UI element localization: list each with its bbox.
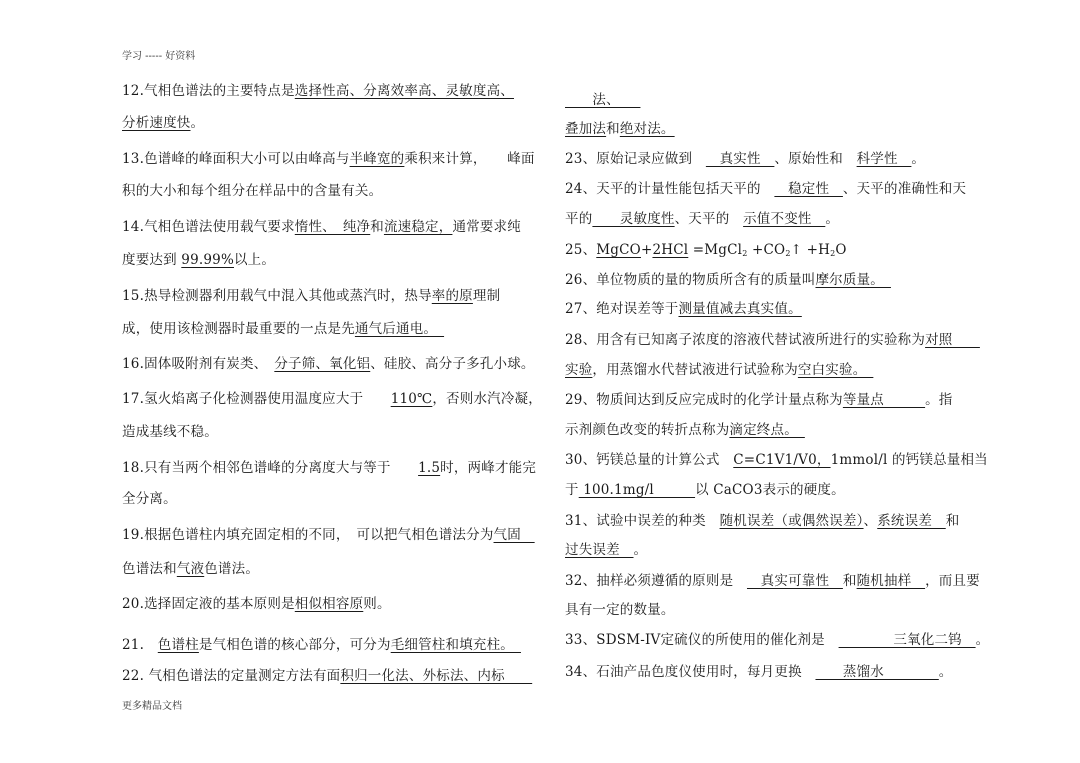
text-run: +CO — [747, 242, 786, 258]
text-line — [122, 82, 514, 100]
answer-blank: 示值不变性 — [743, 211, 826, 227]
answer-blank: MgCO — [596, 242, 641, 258]
answer-blank: 积归一化法、外标法、内标 — [340, 668, 533, 684]
text-run: 乘积来计算， 峰面 — [404, 151, 535, 167]
text-run: 根据色谱柱内填充固定相的不同， 可以把气相色谱法分为 — [144, 527, 494, 543]
text-run: 氢火焰离子化检测器使用温度应大于 — [144, 391, 391, 407]
text-run: 、硅胶、高分子多孔小球。 — [370, 356, 535, 372]
text-line — [565, 271, 891, 289]
text-line — [565, 631, 989, 649]
text-run: 22. — [122, 668, 149, 684]
text-run: 和 — [842, 573, 857, 589]
text-run: 只有当两个相邻色谱峰的分离度大与等于 — [144, 460, 419, 476]
text-line — [565, 241, 847, 263]
answer-blank: 率的原 — [431, 288, 473, 304]
text-run: 17. — [122, 391, 145, 407]
text-run: 16. — [122, 356, 145, 372]
answer-blank: 真实性 — [705, 151, 775, 167]
text-run: 和 — [370, 219, 384, 235]
answer-blank: 灵敏度性 — [592, 211, 675, 227]
answer-blank: 通气后通电。 — [354, 321, 445, 337]
text-line — [122, 459, 536, 477]
answer-blank: 系统误差 — [877, 513, 946, 529]
text-line — [565, 91, 640, 109]
answer-blank: 随机误差（或偶然误差） — [719, 513, 864, 529]
answer-blank: 实验 — [565, 362, 593, 378]
text-line — [565, 512, 959, 530]
answer-blank: 分子筛、氧化铝 — [274, 356, 371, 372]
text-line — [122, 218, 521, 236]
text-line — [565, 331, 980, 349]
text-run: 21. — [122, 637, 158, 653]
answer-blank: 气固 — [493, 527, 535, 543]
text-line — [122, 423, 218, 441]
text-run: 24、天平的计量性能包括天平的 — [565, 181, 775, 197]
answer-blank: 相似相容原 — [294, 596, 364, 612]
text-run: 31、试验中误差的种类 — [565, 513, 720, 529]
text-run: 选择固定液的基本原则是 — [144, 596, 295, 612]
text-run: 则。 — [363, 596, 391, 612]
answer-blank: 蒸馏水 — [815, 664, 939, 680]
text-line — [122, 150, 535, 168]
answer-blank: 110℃ — [390, 391, 433, 407]
text-line — [565, 451, 988, 469]
text-run: 积的大小和每个组分在样品中的含量有关。 — [122, 183, 383, 199]
text-line — [122, 526, 535, 544]
text-run: 27、绝对误差等于 — [565, 301, 679, 317]
answer-blank: 三氧化二钨 — [838, 632, 976, 648]
text-run: 示剂颜色改变的转折点称为 — [565, 422, 730, 438]
text-run: 理制 — [472, 288, 501, 304]
subscript: 2 — [830, 249, 836, 258]
text-run: O — [835, 242, 847, 258]
text-run: 以 CaCO3表示的硬度。 — [695, 482, 845, 498]
text-run: 色谱法。 — [204, 561, 260, 577]
text-run: 、天平的准确性和天 — [842, 181, 967, 197]
text-run: 时，两峰才能完 — [440, 460, 537, 476]
answer-blank: 科学性 — [856, 151, 912, 167]
answer-blank: 叠加法 — [565, 121, 607, 137]
text-run: 全分离。 — [122, 491, 177, 507]
text-run: 25、 — [565, 242, 597, 258]
text-run: 、天平的 — [674, 211, 744, 227]
text-run: 30、钙镁总量的计算公式 — [565, 452, 734, 468]
text-run: 气相色谱法的定量测定方法有面 — [148, 668, 341, 684]
text-run: 29、物质间达到反应完成时的化学计量点称为 — [565, 392, 843, 408]
text-run: 气相色谱法的主要特点是 — [144, 83, 295, 99]
text-line — [565, 120, 675, 138]
answer-blank: 空白实验。 — [797, 362, 874, 378]
text-run: 具有一定的数量。 — [565, 602, 675, 618]
text-line — [565, 572, 980, 590]
answer-blank: 稳定性 — [774, 181, 843, 197]
answer-blank: 2HCl — [652, 242, 689, 258]
text-run: 度要达到 — [122, 252, 182, 268]
text-line — [122, 390, 542, 408]
text-run: 。 — [911, 151, 926, 167]
text-line — [565, 601, 675, 619]
text-run: 20. — [122, 596, 145, 612]
text-run: 。 — [633, 542, 648, 558]
answer-blank: 99.99% — [181, 252, 234, 268]
text-run: 1mmol/l 的钙镁总量相当 — [830, 452, 988, 468]
text-line — [565, 391, 953, 409]
text-run: 平的 — [565, 211, 593, 227]
answer-blank: 流速稳定， — [383, 219, 453, 235]
text-run: 19. — [122, 527, 145, 543]
text-run: 28、用含有已知离子浓度的溶液代替试液所进行的实验称为 — [565, 332, 926, 348]
text-run: ，否则水汽冷凝， — [432, 391, 542, 407]
text-line — [122, 114, 204, 132]
text-run: 13. — [122, 151, 145, 167]
text-run: 。 — [938, 664, 953, 680]
text-line — [122, 595, 391, 613]
text-run: 12. — [122, 83, 145, 99]
subscript: 2 — [785, 249, 791, 258]
text-line — [565, 361, 873, 379]
text-run: =MgCl — [688, 242, 743, 258]
text-run: 15. — [122, 288, 145, 304]
answer-blank: 过失误差 — [565, 542, 634, 558]
text-line — [565, 180, 966, 198]
text-line — [565, 481, 845, 499]
text-run: 18. — [122, 460, 145, 476]
text-run: 以上。 — [233, 252, 276, 268]
answer-blank: 随机抽样 — [856, 573, 926, 589]
page-header: 学习 ----- 好资料 — [122, 51, 196, 62]
answer-blank: 1.5 — [418, 460, 441, 476]
answer-blank: 等量点 — [842, 392, 926, 408]
text-line — [565, 663, 953, 681]
text-line — [565, 541, 647, 559]
answer-blank: 色谱柱 — [157, 637, 199, 653]
text-run: 34、石油产品色度仪使用时，每月更换 — [565, 664, 816, 680]
text-run: 色谱法和 — [122, 561, 177, 577]
text-run: 于 — [565, 482, 579, 498]
text-run: 14. — [122, 219, 145, 235]
text-run: 26、单位物质的量的物质所含有的质量叫 — [565, 272, 816, 288]
answer-blank: 摩尔质量。 — [815, 272, 891, 288]
text-run: 23、原始记录应做到 — [565, 151, 706, 167]
text-run: 成，使用该检测器时最重要的一点是先 — [122, 321, 355, 337]
text-line — [122, 667, 532, 685]
text-run: 热导检测器利用载气中混入其他或蒸汽时，热导 — [144, 288, 432, 304]
page-footer: 更多精品文档 — [122, 701, 182, 712]
text-run: 、原始性和 — [774, 151, 857, 167]
answer-blank: 分析速度快 — [122, 115, 191, 131]
text-run: 。 — [975, 632, 990, 648]
answer-blank: 100.1mg/l — [578, 482, 696, 498]
text-run: 、 — [863, 513, 878, 529]
text-run: 。 — [825, 211, 840, 227]
text-run: + — [640, 242, 653, 258]
text-run: 。指 — [925, 392, 953, 408]
text-line — [122, 355, 535, 373]
answer-blank: 真实可靠性 — [746, 573, 843, 589]
text-run: ↑ +H — [790, 242, 831, 258]
text-line — [122, 320, 444, 338]
text-run: 。 — [190, 115, 205, 131]
answer-blank: 绝对法。 — [619, 121, 675, 137]
text-line — [122, 560, 259, 578]
answer-blank: 测量值减去真实值。 — [678, 301, 802, 317]
text-run: 造成基线不稳。 — [122, 424, 218, 440]
text-line — [122, 636, 521, 654]
text-line — [122, 182, 382, 200]
subscript: 2 — [742, 249, 748, 258]
text-line — [565, 150, 925, 168]
answer-blank: 滴定终点。 — [729, 422, 805, 438]
text-run: 是气相色谱的核心部分，可分为 — [198, 637, 391, 653]
text-line — [565, 421, 805, 439]
text-run: ，用蒸馏水代替试液进行试验称为 — [592, 362, 798, 378]
text-run: 和 — [606, 121, 620, 137]
answer-blank: 法、 — [565, 92, 641, 108]
text-line — [122, 287, 500, 305]
text-run: 通常要求纯 — [452, 219, 521, 235]
text-line — [122, 251, 275, 269]
text-run: 色谱峰的峰面积大小可以由峰高与 — [144, 151, 350, 167]
answer-blank: 选择性高、分离效率高、灵敏度高、 — [294, 83, 514, 99]
text-line — [122, 490, 177, 508]
text-run: 和 — [945, 513, 960, 529]
text-line — [565, 210, 839, 228]
answer-blank: 对照 — [925, 332, 980, 348]
text-run: 33、SDSM-IV定硫仪的所使用的催化剂是 — [565, 632, 839, 648]
text-run: 32、抽样必须遵循的原则是 — [565, 573, 747, 589]
answer-blank: C=C1V1/V0， — [733, 452, 831, 468]
text-run: 固体吸附剂有炭类、 — [144, 356, 275, 372]
answer-blank: 半峰宽的 — [349, 151, 405, 167]
text-run: 气相色谱法使用载气要求 — [144, 219, 295, 235]
text-run: ，而且要 — [925, 573, 980, 589]
answer-blank: 毛细管柱和填充柱。 — [390, 637, 521, 653]
text-line — [565, 300, 802, 318]
answer-blank: 气液 — [176, 561, 205, 577]
answer-blank: 惰性、 纯净 — [294, 219, 371, 235]
